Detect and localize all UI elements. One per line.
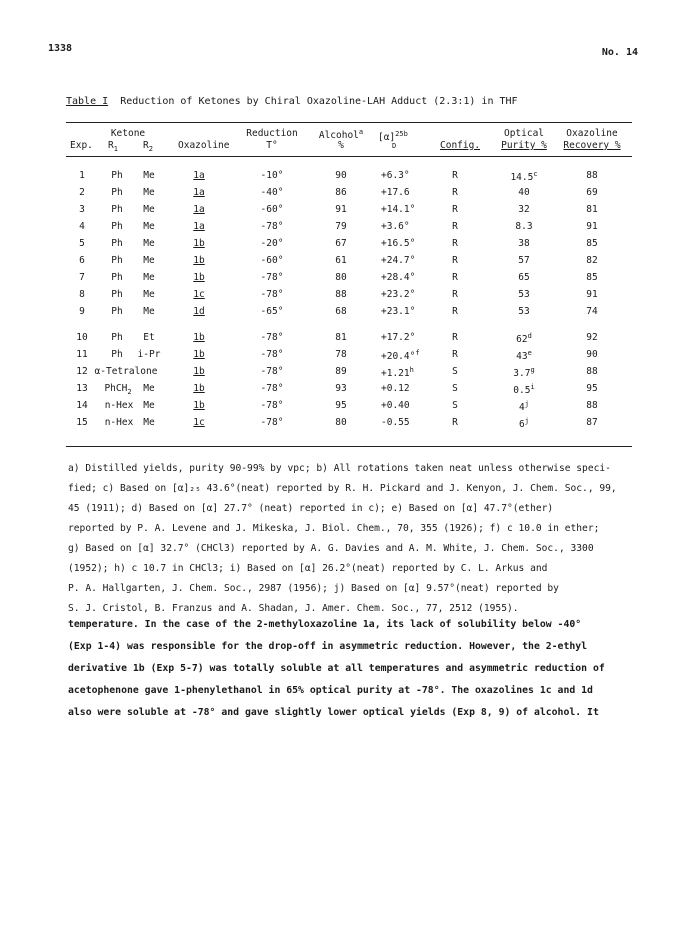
cell-r1: Ph [111,204,123,215]
cell-recovery: 88 [586,400,598,411]
cell-yield: 68 [335,306,347,317]
cell-rot: +6.3° [381,170,410,181]
cell-config: R [452,204,458,215]
cell-yield: 81 [335,332,347,343]
cell-config: R [452,332,458,343]
cell-purity: 4$^j$ [519,400,529,414]
cell-ox: 1a [193,204,205,215]
cell-config: R [452,238,458,249]
cell-purity: 62$^d$ [516,332,532,346]
cell-r1: Ph [111,349,123,360]
header-oxazoline-recovery: Oxazoline [566,128,618,139]
cell-recovery: 95 [586,383,598,394]
cell-purity: 38 [518,238,530,249]
cell-rot: +20.4°$^f$ [381,349,420,363]
cell-temp: -78° [260,349,284,360]
cell-purity: 57 [518,255,530,266]
cell-r2: Me [143,306,155,317]
cell-r1: n-Hex [104,400,134,411]
cell-purity: 65 [518,272,530,283]
cell-rot: -0.55 [381,417,410,428]
cell-temp: -78° [260,400,284,411]
footnote-line: P. A. Hallgarten, J. Chem. Soc., 2987 (1956); j) Based on [α] 9.57°(neat) reported by [68,583,559,594]
cell-purity-footnote: j [524,400,529,408]
cell-r1: Ph [111,306,123,317]
cell-config: S [452,383,458,394]
cell-ox: 1c [193,417,205,428]
cell-rot: +28.4° [381,272,416,283]
cell-r1: n-Hex [104,417,134,428]
cell-rot: +14.1° [381,204,416,215]
cell-rot: +23.2° [381,289,416,300]
cell-r2: Me [143,255,155,266]
cell-exp: 4 [79,221,85,232]
cell-recovery: 85 [586,238,598,249]
table-label: Table I [66,96,109,107]
cell-yield: 67 [335,238,347,249]
header-r1: $R_1$ [108,140,118,153]
header-rotation-sub: D [392,142,397,150]
cell-rotation-footnote: f [415,349,420,357]
cell-r1: Ph [111,221,123,232]
header-purity: Purity % [501,140,547,151]
cell-r2: Me [143,238,155,249]
cell-recovery: 91 [586,289,598,300]
cell-temp: -65° [260,306,284,317]
cell-yield: 78 [335,349,347,360]
cell-recovery: 90 [586,349,598,360]
footnote-line: a) Distilled yields, purity 90-99% by vpc; b) All rotations taken neat unless otherwise speci- [68,463,611,474]
cell-recovery: 69 [586,187,598,198]
cell-r1: PhCH$_2$ [104,383,132,396]
table-header-rule [66,156,632,157]
footnote-line: fied; c) Based on [α]₂₅ 43.6°(neat) reported by R. H. Pickard and J. Kenyon, J. Chem. Soc., 99, [68,483,617,494]
cell-rot: +0.12 [381,383,410,394]
cell-exp: 7 [79,272,85,283]
cell-ox: 1c [193,289,205,300]
cell-purity-footnote: c [533,170,538,178]
issue-number: No. 14 [601,47,638,58]
cell-temp: -78° [260,366,284,377]
cell-r2: Me [143,204,155,215]
table-top-rule [66,122,632,123]
page-number: 1338 [48,43,73,54]
cell-r1: Ph [111,332,123,343]
cell-yield: 86 [335,187,347,198]
footnote-line: reported by P. A. Levene and J. Mikeska, J. Biol. Chem., 70, 355 (1926); f) c 10.0 in ether; [68,523,600,534]
header-config: Config. [440,140,481,151]
cell-yield: 91 [335,204,347,215]
cell-yield: 89 [335,366,347,377]
table-caption [66,96,518,107]
cell-temp: -60° [260,255,284,266]
cell-config: R [452,272,458,283]
cell-exp: 1 [79,170,85,181]
body-line: acetophenone gave 1-phenylethanol in 65% optical purity at -78°. The oxazolines 1c and 1d [68,685,593,696]
cell-purity: 3.7$^g$ [513,366,535,380]
footnotes [68,459,628,619]
cell-purity: 40 [518,187,530,198]
cell-purity-footnote: e [527,349,532,357]
cell-rot: +0.40 [381,400,410,411]
footnote-line: 45 (1911); d) Based on [α] 27.7° (neat) reported in c); e) Based on [α] 47.7°(ether) [68,503,554,514]
cell-rot: +17.2° [381,332,416,343]
cell-yield: 93 [335,383,347,394]
cell-config: R [452,417,458,428]
cell-purity: 32 [518,204,530,215]
cell-exp: 13 [76,383,88,394]
cell-recovery: 88 [586,366,598,377]
cell-yield: 80 [335,272,347,283]
cell-yield: 90 [335,170,347,181]
cell-purity: 6$^j$ [519,417,529,431]
cell-temp: -20° [260,238,284,249]
cell-r2: Me [143,400,155,411]
cell-r1: Ph [111,187,123,198]
cell-purity: 8.3 [515,221,533,232]
header-reduction: Reduction [246,128,298,139]
cell-purity: 0.5$^i$ [513,383,535,397]
cell-yield: 95 [335,400,347,411]
cell-r2: Me [143,187,155,198]
cell-r1: Ph [111,255,123,266]
header-r2: $R_2$ [143,140,153,153]
cell-ox: 1b [193,272,205,283]
cell-exp: 12 [76,366,88,377]
cell-exp: 5 [79,238,85,249]
cell-temp: -10° [260,170,284,181]
cell-config: S [452,366,458,377]
cell-yield: 61 [335,255,347,266]
cell-recovery: 85 [586,272,598,283]
cell-exp: 10 [76,332,88,343]
body-line: (Exp 1-4) was responsible for the drop-off in asymmetric reduction. However, the 2-ethyl [68,641,588,652]
cell-temp: -78° [260,417,284,428]
cell-rot: +3.6° [381,221,410,232]
header-rotation: $[\alpha]^{25b}$ [378,130,408,144]
cell-recovery: 74 [586,306,598,317]
cell-r1: Ph [111,170,123,181]
cell-ox: 1d [193,306,205,317]
header-oxazoline: Oxazoline [178,140,230,151]
cell-ox: 1b [193,332,205,343]
header-alcohol: Alcohol$^a$ [318,128,364,142]
cell-recovery: 82 [586,255,598,266]
cell-ox: 1b [193,349,205,360]
cell-rot: +24.7° [381,255,416,266]
cell-rotation-footnote: h [409,366,414,374]
cell-purity-footnote: g [530,366,535,374]
cell-temp: -40° [260,187,284,198]
cell-r1: α-Tetralone [94,366,158,377]
cell-ox: 1b [193,366,205,377]
cell-purity: 53 [518,289,530,300]
cell-temp: -78° [260,332,284,343]
cell-ox: 1b [193,383,205,394]
cell-purity: 53 [518,306,530,317]
cell-rot: +17.6 [381,187,410,198]
cell-rot: +16.5° [381,238,416,249]
cell-yield: 80 [335,417,347,428]
cell-purity: 43e [516,349,532,363]
cell-rot: +1.21$^h$ [381,366,414,380]
cell-recovery: 81 [586,204,598,215]
body-line: temperature. In the case of the 2-methyloxazoline 1a, its lack of solubility below -40° [68,619,582,630]
cell-r2: Me [143,383,155,394]
cell-rot: +23.1° [381,306,416,317]
cell-temp: -78° [260,383,284,394]
cell-recovery: 92 [586,332,598,343]
cell-purity-footnote: i [530,383,535,391]
cell-r1: Ph [111,272,123,283]
cell-temp: -78° [260,272,284,283]
cell-exp: 3 [79,204,85,215]
header-recovery: Recovery % [563,140,621,151]
cell-r2: Me [143,170,155,181]
cell-r2: Me [143,221,155,232]
cell-exp: 6 [79,255,85,266]
cell-r1-subscript: 2 [127,387,132,396]
cell-ox: 1b [193,400,205,411]
cell-r2: Me [143,289,155,300]
table-title: Reduction of Ketones by Chiral Oxazoline-LAH Adduct (2.3:1) in THF [120,96,518,107]
cell-r1: Ph [111,289,123,300]
cell-config: R [452,289,458,300]
cell-exp: 9 [79,306,85,317]
cell-config: R [452,221,458,232]
header-optical: Optical [503,128,545,139]
cell-r2: Me [143,272,155,283]
cell-ox: 1b [193,238,205,249]
header-reduction-temp: T° [266,140,278,151]
cell-r2: Et [143,332,155,343]
cell-config: R [452,187,458,198]
cell-r1: Ph [111,238,123,249]
cell-purity: 14.5$^c$ [510,170,538,184]
header-alcohol-percent: % [338,140,344,151]
cell-recovery: 87 [586,417,598,428]
table-bottom-rule [66,446,632,447]
cell-config: R [452,170,458,181]
header-ketone: Ketone [110,128,146,139]
footnote-line: (1952); h) c 10.7 in CHCl3; i) Based on [α] 26.2°(neat) reported by C. L. Arkus and [68,563,548,574]
cell-exp: 14 [76,400,88,411]
cell-yield: 88 [335,289,347,300]
cell-config: R [452,349,458,360]
cell-temp: -78° [260,289,284,300]
cell-r2: i-Pr [137,349,161,360]
cell-purity-footnote: j [524,417,529,425]
cell-config: S [452,400,458,411]
cell-recovery: 88 [586,170,598,181]
cell-temp: -78° [260,221,284,232]
cell-exp: 11 [76,349,88,360]
cell-ox: 1b [193,255,205,266]
cell-config: R [452,255,458,266]
body-line: also were soluble at -78° and gave slightly lower optical yields (Exp 8, 9) of alcohol. It [68,707,599,718]
header-exp: Exp. [70,140,93,151]
cell-yield: 79 [335,221,347,232]
body-line: derivative 1b (Exp 5-7) was totally soluble at all temperatures and asymmetric reduction of [68,663,605,674]
cell-r2: Me [143,417,155,428]
cell-exp: 15 [76,417,88,428]
cell-config: R [452,306,458,317]
cell-ox: 1a [193,187,205,198]
cell-temp: -60° [260,204,284,215]
footnote-line: S. J. Cristol, B. Franzus and A. Shadan, J. Amer. Chem. Soc., 77, 2512 (1955). [68,603,519,614]
cell-purity-footnote: d [527,332,532,340]
footnote-line: g) Based on [α] 32.7° (CHCl3) reported by A. G. Davies and A. M. White, J. Chem. Soc., 3300 [68,543,594,554]
cell-exp: 8 [79,289,85,300]
body-paragraph [68,614,628,724]
cell-ox: 1a [193,170,205,181]
cell-recovery: 91 [586,221,598,232]
cell-ox: 1a [193,221,205,232]
cell-exp: 2 [79,187,85,198]
